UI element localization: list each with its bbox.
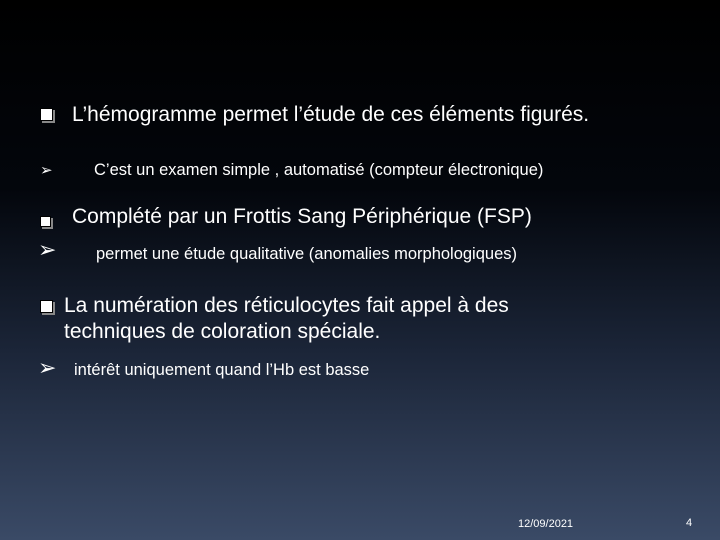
square-bullet-icon xyxy=(40,214,51,232)
item-1-text: L’hémogramme permet l’étude de ces éléments figurés. xyxy=(72,103,590,126)
square-bullet-icon xyxy=(40,108,53,126)
item-4-text: permet une étude qualitative (anomalies morphologiques) xyxy=(96,245,517,263)
arrow-bullet-icon: ➢ xyxy=(40,161,53,179)
slide-number: 4 xyxy=(686,517,693,529)
footer-date: 12/09/2021 xyxy=(518,518,574,530)
item-2-text: C’est un examen simple , automatisé (compteur électronique) xyxy=(94,161,544,179)
square-bullet-icon xyxy=(40,300,53,318)
item-3-text: Complété par un Frottis Sang Périphérique (FSP) xyxy=(72,205,532,228)
item-5-text-line-2: techniques de coloration spéciale. xyxy=(64,320,381,343)
item-6-text: intérêt uniquement quand l’Hb est basse xyxy=(74,361,370,379)
arrow-bullet-icon: ➢ xyxy=(38,238,57,263)
arrow-bullet-icon: ➢ xyxy=(38,356,57,381)
item-5-text: La numération des réticulocytes fait appel à des xyxy=(64,294,509,317)
